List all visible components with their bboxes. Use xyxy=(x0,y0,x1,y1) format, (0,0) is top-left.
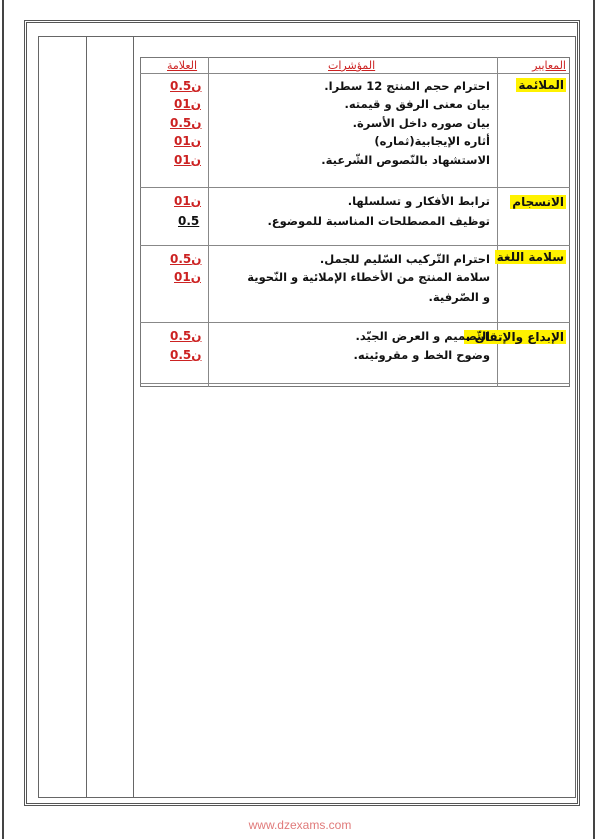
mark-value: 0.5ن xyxy=(170,116,202,130)
mark-value: 0.5ن xyxy=(170,329,202,343)
criterion-language: سلامة اللغة xyxy=(496,250,564,264)
margin-line-1 xyxy=(86,36,87,798)
header-marks: العلامة xyxy=(167,59,198,72)
table-row-line-3 xyxy=(140,322,570,323)
mark-value: 01ن xyxy=(174,194,201,208)
indicator: توظيف المصطلحات المناسبة للموضوع. xyxy=(267,214,490,228)
page-edge-left xyxy=(2,0,4,839)
indicator: وضوح الخط و مقروئيته. xyxy=(353,348,490,362)
table-col-line-marks xyxy=(208,57,209,387)
indicator: سلامة المنتج من الأخطاء الإملائية و النّحوية xyxy=(247,270,490,284)
margin-line-2 xyxy=(133,36,134,798)
indicator: احترام التّركيب السّليم للجمل. xyxy=(319,252,490,266)
indicator: بيان صوره داخل الأسرة. xyxy=(352,116,490,130)
header-criteria: المعايير xyxy=(532,59,566,72)
mark-value: 0.5ن xyxy=(170,348,202,362)
table-header-line xyxy=(140,73,570,74)
mark-value: 0.5ن xyxy=(170,79,202,93)
table-row-line-1 xyxy=(140,187,570,188)
indicator: الاستشهاد بالنّصوص الشّرعية. xyxy=(321,153,490,167)
indicator: و الصّرفية. xyxy=(428,290,490,304)
table-row-line-2 xyxy=(140,245,570,246)
mark-value: 01ن xyxy=(174,134,201,148)
indicator: احترام حجم المنتج 12 سطرا. xyxy=(324,79,490,93)
indicator: التّصميم و العرض الجيّد. xyxy=(355,329,490,343)
mark-value: 01ن xyxy=(174,270,201,284)
header-indicators: المؤشرات xyxy=(328,59,376,72)
mark-value: 0.5ن xyxy=(170,252,202,266)
mark-value: 01ن xyxy=(174,153,201,167)
indicator: أثاره الإيجابية(ثماره) xyxy=(374,134,490,148)
mark-value: 0.5 xyxy=(178,214,200,228)
criterion-coherence: الانسجام xyxy=(512,195,564,209)
mark-value: 01ن xyxy=(174,97,201,111)
criterion-relevance: الملائمة xyxy=(518,78,564,92)
indicator: ترابط الأفكار و تسلسلها. xyxy=(347,194,490,208)
indicator: بيان معنى الرفق و قيمته. xyxy=(344,97,490,111)
page-edge-right xyxy=(593,0,595,839)
footer-website: www.dzexams.com xyxy=(248,818,352,832)
table-row-line-4 xyxy=(140,383,570,384)
criterion-creativity: الإبداع والإتقان . xyxy=(465,330,564,344)
